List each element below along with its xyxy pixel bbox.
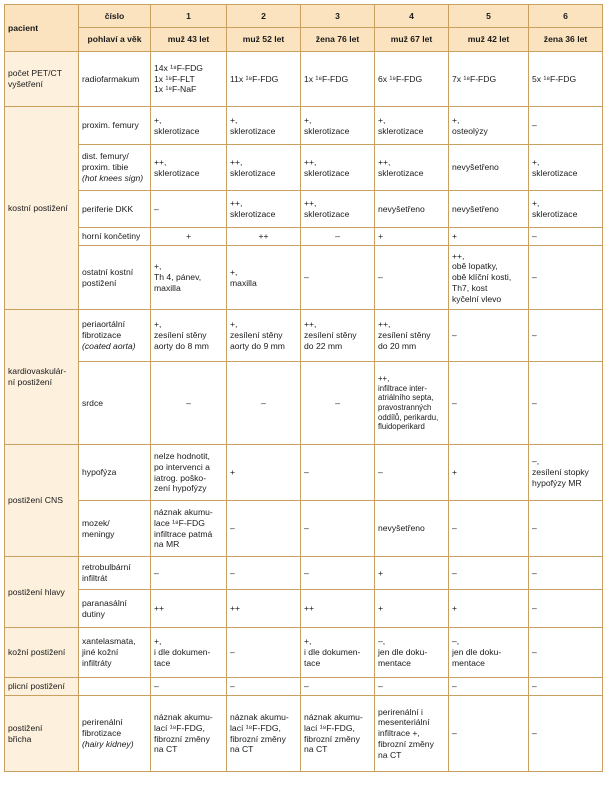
table-cell: 6x ¹⁸F-FDG — [375, 52, 449, 107]
table-cell: +, i dle dokumen- tace — [151, 628, 227, 678]
header-number: 2 — [227, 5, 301, 28]
table-cell: – — [227, 557, 301, 590]
table-cell: perirenální i mesenteriální infiltrace +, fibrozní změny na CT — [375, 696, 449, 772]
subcategory-label: dist. femury/ proxim. tibie — [82, 151, 129, 173]
subcategory — [79, 678, 151, 696]
table-cell: – — [529, 590, 603, 628]
table-cell: +, sklerotizace — [227, 107, 301, 145]
subcategory: retrobulbární infiltrát — [79, 557, 151, 590]
header-number: 4 — [375, 5, 449, 28]
subcategory: proxim. femury — [79, 107, 151, 145]
subcategory: hypofýza — [79, 445, 151, 501]
table-cell: + — [227, 445, 301, 501]
table-cell: + — [375, 228, 449, 246]
table-cell: – — [227, 501, 301, 557]
table-cell: ++, sklerotizace — [151, 145, 227, 191]
table-cell: +, sklerotizace — [301, 107, 375, 145]
table-cell: ++, sklerotizace — [301, 145, 375, 191]
findings-table — [4, 4, 603, 772]
table-cell: + — [449, 445, 529, 501]
table-cell: – — [529, 696, 603, 772]
subcategory — [79, 310, 151, 362]
table-cell: náznak akumu- lací ¹⁸F-FDG, fibrozní změny na CT — [301, 696, 375, 772]
table-cell: – — [529, 501, 603, 557]
table-cell: – — [449, 678, 529, 696]
header-number: 5 — [449, 5, 529, 28]
table-cell: nevyšetřeno — [449, 145, 529, 191]
table-cell: – — [301, 246, 375, 310]
table-cell: – — [449, 557, 529, 590]
table-cell: – — [449, 310, 529, 362]
subcategory — [79, 696, 151, 772]
subcategory: mozek/ meningy — [79, 501, 151, 557]
table-cell: – — [301, 362, 375, 445]
header-pohlavi: pohlaví a věk — [79, 28, 151, 52]
header-patient: muž 67 let — [375, 28, 449, 52]
table-cell: ++, obě lopatky, obě klíční kosti, Th7, kost kyčelní vlevo — [449, 246, 529, 310]
table-cell: +, zesílení stěny aorty do 9 mm — [227, 310, 301, 362]
category-skin: kožní postižení — [5, 628, 79, 678]
category-cns: postižení CNS — [5, 445, 79, 557]
table-cell: – — [227, 628, 301, 678]
table-cell: nevyšetřeno — [375, 191, 449, 228]
header-patient: žena 76 let — [301, 28, 375, 52]
table-cell: – — [449, 696, 529, 772]
table-cell: ++ — [301, 590, 375, 628]
subcategory-note: (coated aorta) — [82, 340, 136, 351]
subcategory: ostatní kostní postižení — [79, 246, 151, 310]
table-cell: +, i dle dokumen- tace — [301, 628, 375, 678]
table-cell: ++ — [227, 228, 301, 246]
table-cell: – — [151, 678, 227, 696]
table-cell: ++, zesílení stěny do 22 mm — [301, 310, 375, 362]
category-abdomen: postižení břicha — [5, 696, 79, 772]
subcategory-label: periaortální fibrotizace — [82, 319, 125, 341]
table-cell: +, osteolýzy — [449, 107, 529, 145]
table-cell: – — [375, 246, 449, 310]
table-cell: – — [301, 228, 375, 246]
category-head: postižení hlavy — [5, 557, 79, 628]
category-lung: plicní postižení — [5, 678, 79, 696]
header-number: 1 — [151, 5, 227, 28]
table-cell: náznak akumu- lací ¹⁸F-FDG, fibrozní změny na CT — [151, 696, 227, 772]
subcategory: periferie DKK — [79, 191, 151, 228]
table-cell: – — [375, 678, 449, 696]
category-cardio: kardiovaskulár- ní postižení — [5, 310, 79, 445]
table-cell: 5x ¹⁸F-FDG — [529, 52, 603, 107]
table-cell: ++ — [227, 590, 301, 628]
table-cell: ++, sklerotizace — [375, 145, 449, 191]
table-cell: – — [529, 557, 603, 590]
table-cell: + — [449, 228, 529, 246]
table-cell: –, jen dle doku- mentace — [449, 628, 529, 678]
table-cell: +, maxilla — [227, 246, 301, 310]
table-cell: – — [301, 557, 375, 590]
table-cell: + — [449, 590, 529, 628]
table-cell: ++, sklerotizace — [227, 145, 301, 191]
table-cell: ++, sklerotizace — [227, 191, 301, 228]
table-cell: + — [375, 557, 449, 590]
table-cell: +, Th 4, pánev, maxilla — [151, 246, 227, 310]
table-cell: – — [151, 557, 227, 590]
subcategory-radiofarmakum: radiofarmakum — [79, 52, 151, 107]
table-cell: +, sklerotizace — [375, 107, 449, 145]
subcategory — [79, 145, 151, 191]
table-cell: +, zesílení stěny aorty do 8 mm — [151, 310, 227, 362]
table-cell: +, sklerotizace — [529, 145, 603, 191]
table-cell: ++ — [151, 590, 227, 628]
table-cell: 14x ¹⁸F-FDG 1x ¹⁸F-FLT 1x ¹⁸F-NaF — [151, 52, 227, 107]
table-cell: – — [301, 445, 375, 501]
table-cell: 1x ¹⁸F-FDG — [301, 52, 375, 107]
table-cell: – — [449, 501, 529, 557]
subcategory: horní končetiny — [79, 228, 151, 246]
header-number: 3 — [301, 5, 375, 28]
table-cell: – — [227, 362, 301, 445]
table-cell: ++, sklerotizace — [301, 191, 375, 228]
table-cell: +, sklerotizace — [151, 107, 227, 145]
table-cell: – — [301, 678, 375, 696]
table-cell: – — [227, 678, 301, 696]
header-patient: muž 42 let — [449, 28, 529, 52]
header-patient: muž 43 let — [151, 28, 227, 52]
header-cislo: číslo — [79, 5, 151, 28]
header-number: 6 — [529, 5, 603, 28]
header-patient: muž 52 let — [227, 28, 301, 52]
subcategory: xantelasmata, jiné kožní infiltráty — [79, 628, 151, 678]
table-cell: – — [529, 310, 603, 362]
table-cell: 11x ¹⁸F-FDG — [227, 52, 301, 107]
table-cell: –, jen dle doku- mentace — [375, 628, 449, 678]
header-patient: žena 36 let — [529, 28, 603, 52]
table-cell: – — [529, 362, 603, 445]
subcategory-label: perirenální fibrotizace — [82, 717, 123, 739]
table-cell: – — [529, 228, 603, 246]
table-cell: nelze hodnotit, po intervenci a iatrog. poško- zení hypofýzy — [151, 445, 227, 501]
category-bone: kostní postižení — [5, 107, 79, 310]
table-cell: – — [529, 628, 603, 678]
table-cell: ++, infiltrace inter- atriálního septa, pravostranných oddílů, perikardu, fluidoperikard — [375, 362, 449, 445]
table-cell: – — [151, 362, 227, 445]
table-cell: – — [529, 107, 603, 145]
category-pet: počet PET/CT vyšetření — [5, 52, 79, 107]
table-cell: – — [301, 501, 375, 557]
table-cell: nevyšetřeno — [449, 191, 529, 228]
table-cell: +, sklerotizace — [529, 191, 603, 228]
table-cell: – — [529, 246, 603, 310]
table-cell: 7x ¹⁸F-FDG — [449, 52, 529, 107]
table-cell: – — [375, 445, 449, 501]
subcategory-note: (hairy kidney) — [82, 738, 134, 749]
subcategory: srdce — [79, 362, 151, 445]
table-cell: – — [529, 678, 603, 696]
table-cell: náznak akumu- lace ¹⁸F-FDG infiltrace patmá na MR — [151, 501, 227, 557]
subcategory-note: (hot knees sign) — [82, 172, 144, 183]
table-cell: – — [151, 191, 227, 228]
table-cell: + — [151, 228, 227, 246]
table-cell: – — [449, 362, 529, 445]
table-cell: nevyšetřeno — [375, 501, 449, 557]
table-cell: + — [375, 590, 449, 628]
header-pacient: pacient — [5, 5, 79, 52]
table-cell: náznak akumu- lací ¹⁸F-FDG, fibrozní změny na CT — [227, 696, 301, 772]
subcategory: paranasální dutiny — [79, 590, 151, 628]
table-cell: –, zesílení stopky hypofýzy MR — [529, 445, 603, 501]
table-cell: ++, zesílení stěny do 20 mm — [375, 310, 449, 362]
